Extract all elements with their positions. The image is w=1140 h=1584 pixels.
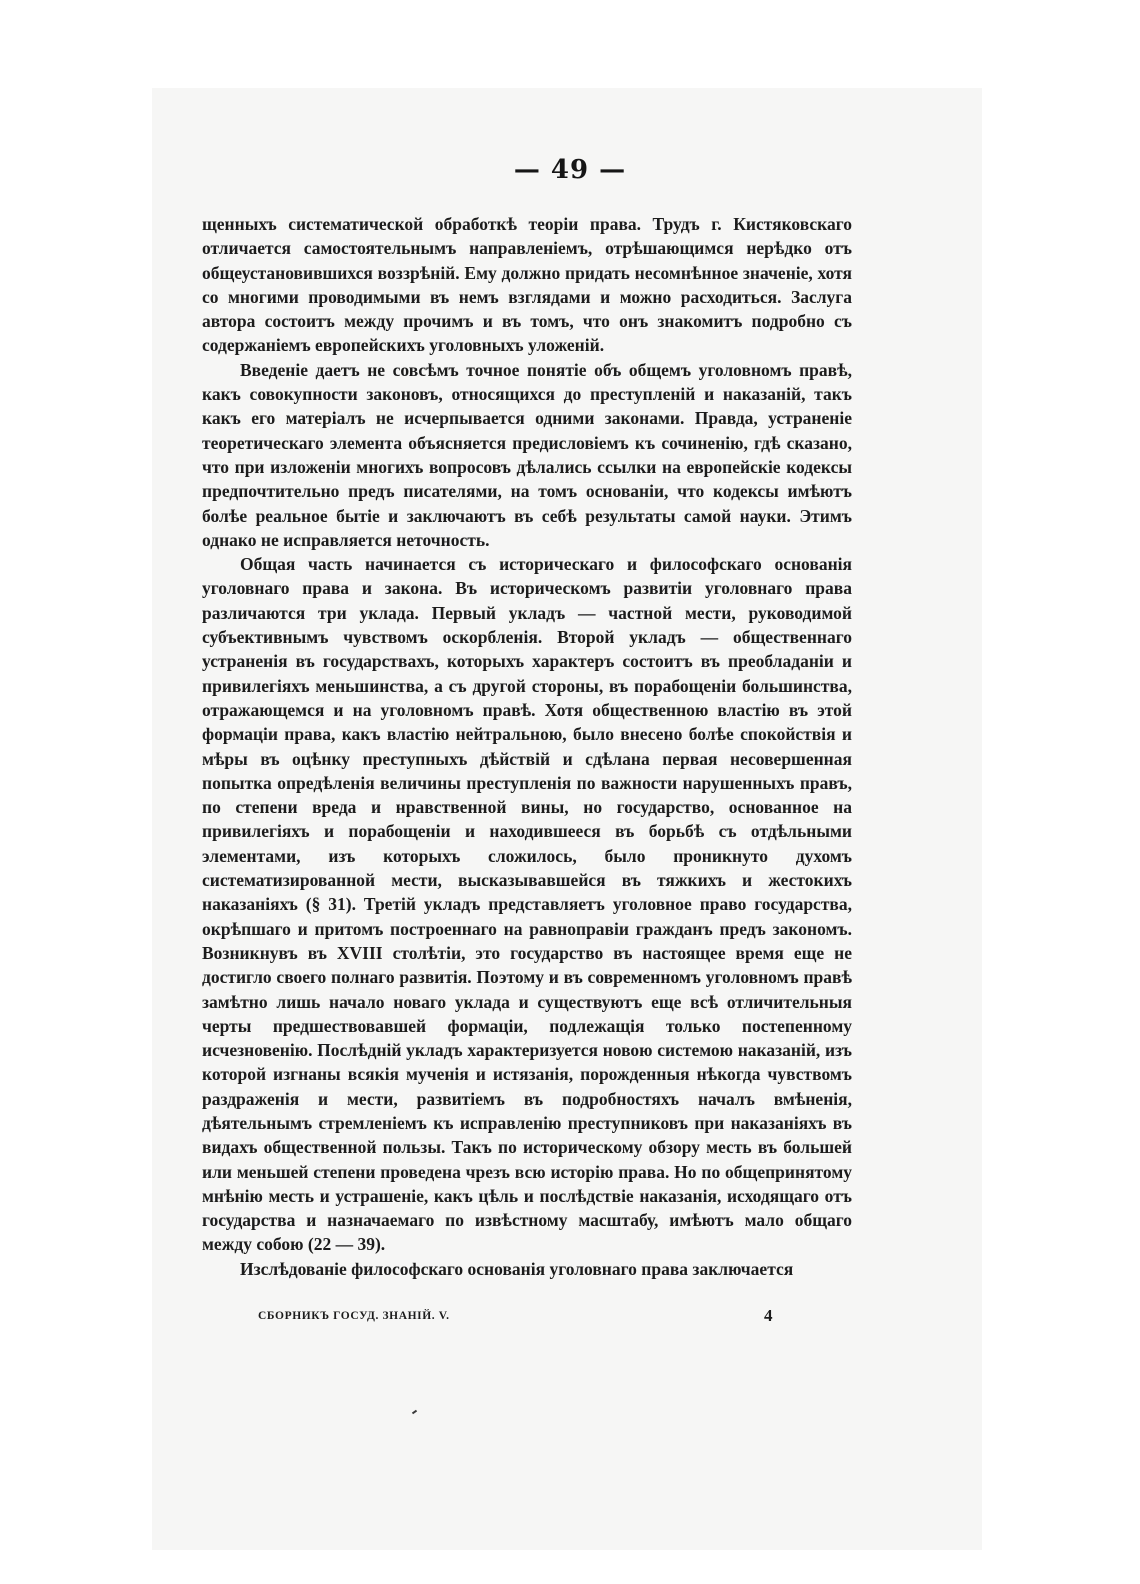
paragraph: щенныхъ систематической обработкѣ теоріи права. Трудъ г. Кистяковскаго отличается самостоятельнымъ направленіемъ, отрѣшающимся нерѣдко отъ общеустановившихся воззрѣній. Ему должно придать несомнѣнное значеніе, хотя со многими проводимыми въ немъ взглядами и можно расходиться. Заслуга автора состоитъ между прочимъ и въ томъ, что онъ знакомитъ подробно съ содержаніемъ европейскихъ уголовныхъ уложеній.: [202, 214, 852, 356]
page-footer: [202, 1306, 852, 1330]
page-number: — 49 —: [513, 155, 627, 185]
paragraph: Введеніе даетъ не совсѣмъ точное понятіе объ общемъ уголовномъ правѣ, какъ совокупности законовъ, относящихся до преступленій и наказаній, такъ какъ его матеріалъ не исчерпывается одними законами. Правда, устраненіе теоретическаго элемента объясняется предисловіемъ къ сочиненію, гдѣ сказано, что при изложеніи многихъ вопросовъ дѣлались ссылки на европейскіе кодексы предпочтительно предъ писателями, на томъ основаніи, что кодексы имѣютъ болѣе реальное бытіе и заключаютъ въ себѣ результаты самой науки. Этимъ однако не исправляется неточность.: [202, 359, 852, 550]
paragraph: Общая часть начинается съ историческаго и философскаго основанія уголовнаго права и закона. Въ историческомъ развитіи уголовнаго права различаются три уклада. Первый укладъ — частной мести, руководимой субъективнымъ чувствомъ оскорбленія. Второй укладъ — общественнаго устраненія въ государствахъ, которыхъ характеръ состоитъ въ преобладаніи и привилегіяхъ меньшинства, а съ другой стороны, въ порабощеніи большинства, отражающемся и на уголовномъ правѣ. Хотя общественною властію въ этой формаціи права, какъ властію нейтральною, было внесено болѣе спокойствія и мѣры въ оцѣнку преступныхъ дѣйствій и сдѣлана первая несовершенная попытка опредѣленія величины преступленія по важности нарушенныхъ правъ, по степени вреда и нравственной вины, но государство, основанное на привилегіяхъ и порабощеніи и находившееся въ борьбѣ съ отдѣльными элементами, изъ которыхъ сложилось, было проникнуто духомъ систематизированной мести, высказывавшейся въ тяжкихъ и жестокихъ наказаніяхъ (§ 31). Третій укладъ представляетъ уголовное право государства, окрѣпшаго и притомъ построеннаго на равноправіи гражданъ предъ закономъ. Возникнувъ въ XVIII столѣтіи, это государство въ настоящее время еще не достигло своего полнаго развитія. Поэтому и въ современномъ уголовномъ правѣ замѣтно лишь начало новаго уклада и существуютъ еще всѣ отличительныя черты предшествовавшей формаціи, подлежащія только постепенному исчезновенію. Послѣдній укладъ характеризуется новою системою наказаній, изъ которой изгнаны всякія мученія и истязанія, порожденныя нѣкогда чувствомъ раздраженія и мести, развитіемъ въ подробностяхъ началъ вмѣненія, дѣятельнымъ стремленіемъ къ исправленію преступниковъ при наказаніяхъ въ видахъ общественной пользы. Такъ по историческому обзору месть въ большей или меньшей степени проведена чрезъ всю исторію права. Но по общепринятому мнѣнію месть и устрашеніе, какъ цѣль и послѣдствіе наказанія, исходящаго отъ государства и назначаемаго по извѣстному масштабу, имѣютъ мало общаго между собою (22 — 39).: [202, 554, 852, 1255]
footer-sheet-number: 4: [764, 1306, 773, 1325]
body-text: [202, 212, 852, 1281]
footer-signature: СБОРНИКЪ ГОСУД. ЗНАНІЙ. V.: [258, 1310, 450, 1322]
paragraph: Изслѣдованіе философскаго основанія уголовнаго права заключается: [240, 1258, 794, 1279]
